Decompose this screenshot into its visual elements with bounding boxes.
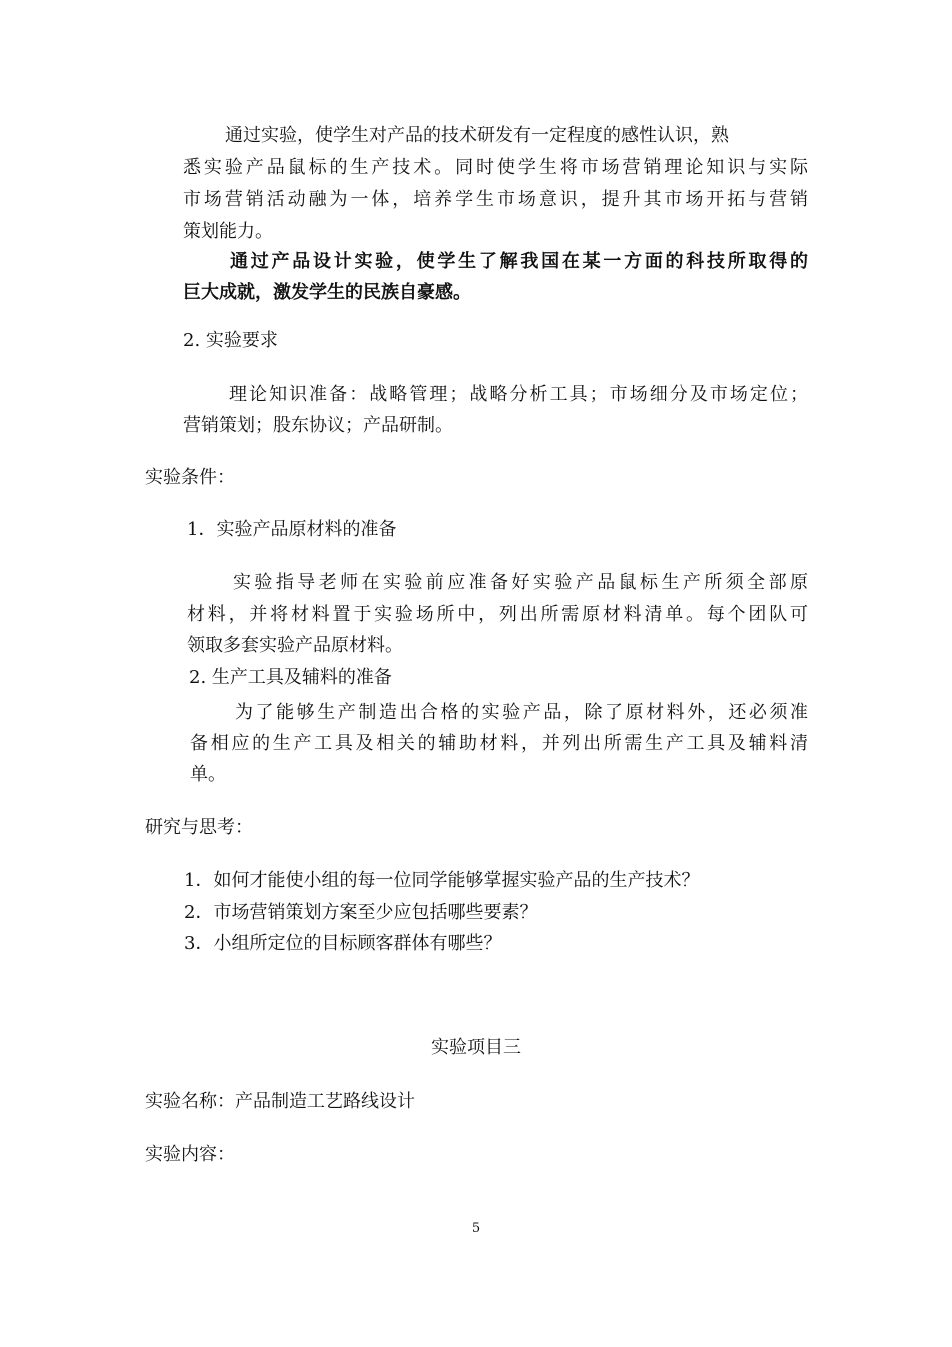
question-3: 3．小组所定位的目标顾客群体有哪些？ bbox=[184, 933, 502, 954]
intro-line-1: 通过实验，使学生对产品的技术研发有一定程度的感性认识，熟 bbox=[225, 125, 729, 146]
condition-2-line-1: 为了能够生产制造出合格的实验产品，除了原材料外，还必须准 bbox=[235, 702, 808, 723]
page-number: 5 bbox=[471, 1221, 481, 1236]
bold-line-2: 巨大成就，激发学生的民族自豪感。 bbox=[183, 282, 471, 303]
condition-1-line-2: 材料，并将材料置于实验场所中，列出所需原材料清单。每个团队可 bbox=[187, 604, 808, 625]
condition-2-heading: 2. 生产工具及辅料的准备 bbox=[189, 667, 392, 688]
intro-line-2: 悉实验产品鼠标的生产技术。同时使学生将市场营销理论知识与实际 bbox=[183, 157, 808, 178]
intro-line-4: 策划能力。 bbox=[183, 221, 273, 242]
requirements-heading: 2. 实验要求 bbox=[183, 330, 278, 351]
condition-2-line-2: 备相应的生产工具及相关的辅助材料，并列出所需生产工具及辅料清 bbox=[190, 733, 808, 754]
question-1: 1．如何才能使小组的每一位同学能够掌握实验产品的生产技术？ bbox=[184, 870, 700, 891]
conditions-heading: 实验条件： bbox=[145, 467, 235, 488]
bold-line-1: 通过产品设计实验，使学生了解我国在某一方面的科技所取得的 bbox=[230, 251, 808, 272]
project-title: 实验项目三 bbox=[431, 1037, 521, 1058]
experiment-name: 实验名称：产品制造工艺路线设计 bbox=[145, 1091, 415, 1112]
intro-line-3: 市场营销活动融为一体，培养学生市场意识，提升其市场开拓与营销 bbox=[183, 189, 808, 210]
experiment-content-heading: 实验内容： bbox=[145, 1144, 235, 1165]
research-heading: 研究与思考： bbox=[145, 817, 253, 838]
requirements-line-1: 理论知识准备：战略管理；战略分析工具；市场细分及市场定位； bbox=[229, 384, 808, 405]
condition-1-heading: 1．实验产品原材料的准备 bbox=[187, 519, 397, 540]
question-2: 2．市场营销策划方案至少应包括哪些要素？ bbox=[184, 902, 538, 923]
requirements-line-2: 营销策划；股东协议；产品研制。 bbox=[183, 415, 453, 436]
condition-1-line-3: 领取多套实验产品原材料。 bbox=[187, 635, 403, 656]
condition-2-line-3: 单。 bbox=[190, 764, 226, 785]
condition-1-line-1: 实验指导老师在实验前应准备好实验产品鼠标生产所须全部原 bbox=[233, 572, 808, 593]
